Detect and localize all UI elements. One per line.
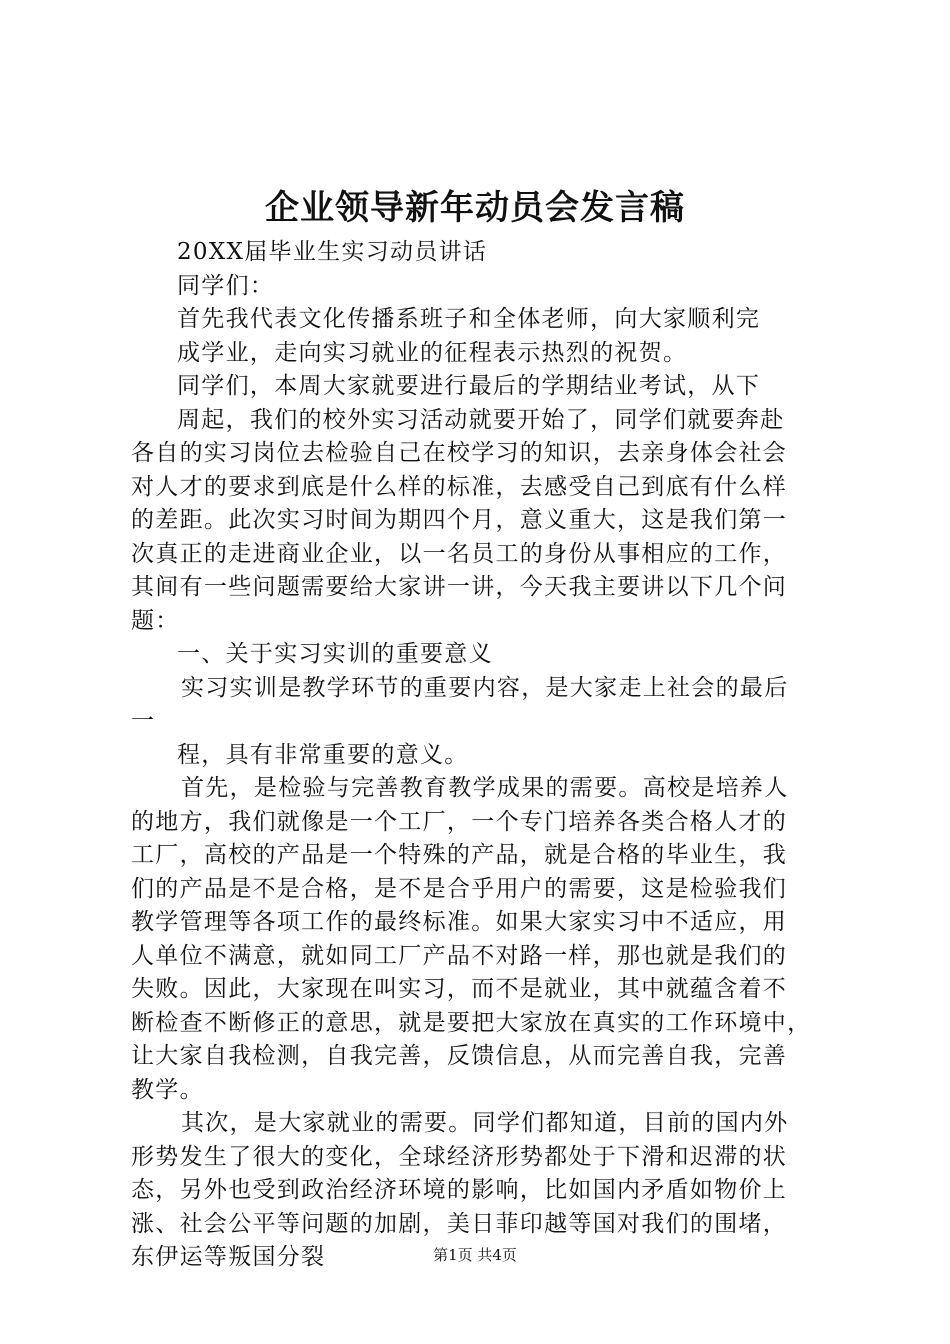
body-line: 失败。因此，大家现在叫实习，而不是就业，其中就蕴含着不 [131, 976, 788, 1002]
body-line: 态，另外也受到政治经济环境的影响，比如国内矛盾如物价上 [131, 1177, 788, 1203]
body-line: 的差距。此次实习时间为期四个月，意义重大，这是我们第一 [131, 507, 788, 533]
body-line: 同学们，本周大家就要进行最后的学期结业考试，从下 [177, 373, 761, 399]
body-line: 各自的实习岗位去检验自己在校学习的知识，去亲身体会社会 [131, 440, 788, 466]
body-line: 程，具有非常重要的意义。 [177, 741, 469, 768]
body-line: 首先，是检验与完善教育教学成果的需要。高校是培养人 [181, 775, 789, 801]
body-line: 教学管理等各项工作的最终标准。如果大家实习中不适应，用 [131, 909, 788, 935]
body-line: 周起，我们的校外实习活动就要开始了，同学们就要奔赴 [177, 406, 785, 433]
body-line: 20XX届毕业生实习动员讲话 [177, 239, 488, 265]
body-line: 教学。 [131, 1076, 204, 1103]
body-line: 涨、社会公平等问题的加剧，美日菲印越等国对我们的围堵， [131, 1210, 788, 1237]
body-line: 次真正的走进商业企业，以一名员工的身份从事相应的工作， [131, 540, 788, 567]
body-line: 其间有一些问题需要给大家讲一讲，今天我主要讲以下几个问 [131, 574, 788, 600]
body-line: 实习实训是教学环节的重要内容，是大家走上社会的最后 [181, 674, 789, 701]
body-line: 其次，是大家就业的需要。同学们都知道，目前的国内外 [181, 1110, 789, 1136]
body-line: 东伊运等叛国分裂 [131, 1244, 326, 1270]
page-number: 第1页 共4页 [433, 1246, 517, 1264]
body-line: 们的产品是不是合格，是不是合乎用户的需要，这是检验我们 [131, 875, 788, 902]
document-body [131, 236, 841, 1275]
body-line: 一、关于实习实训的重要意义 [177, 641, 493, 667]
body-line: 人单位不满意，就如同工厂产品不对路一样，那也就是我们的 [131, 942, 788, 969]
body-line: 让大家自我检测，自我完善，反馈信息，从而完善自我，完善 [131, 1043, 788, 1069]
body-line: 一 [131, 708, 156, 734]
body-line: 成学业，走向实习就业的征程表示热烈的祝贺。 [177, 339, 688, 366]
body-line: 首先我代表文化传播系班子和全体老师，向大家顺利完 [177, 306, 761, 332]
body-line: 同学们： [177, 272, 275, 299]
body-line: 对人才的要求到底是什么样的标准，去感受自己到底有什么样 [131, 473, 788, 500]
body-line: 工厂，高校的产品是一个特殊的产品，就是合格的毕业生，我 [131, 842, 788, 868]
body-line: 的地方，我们就像是一个工厂，一个专门培养各类合格人才的 [131, 808, 788, 835]
document-title: 企业领导新年动员会发言稿 [265, 188, 685, 228]
body-line: 断检查不断修正的意思，就是要把大家放在真实的工作环境中， [131, 1009, 812, 1036]
body-line: 题： [131, 607, 180, 634]
body-line: 形势发生了很大的变化，全球经济形势都处于下滑和迟滞的状 [131, 1143, 788, 1170]
